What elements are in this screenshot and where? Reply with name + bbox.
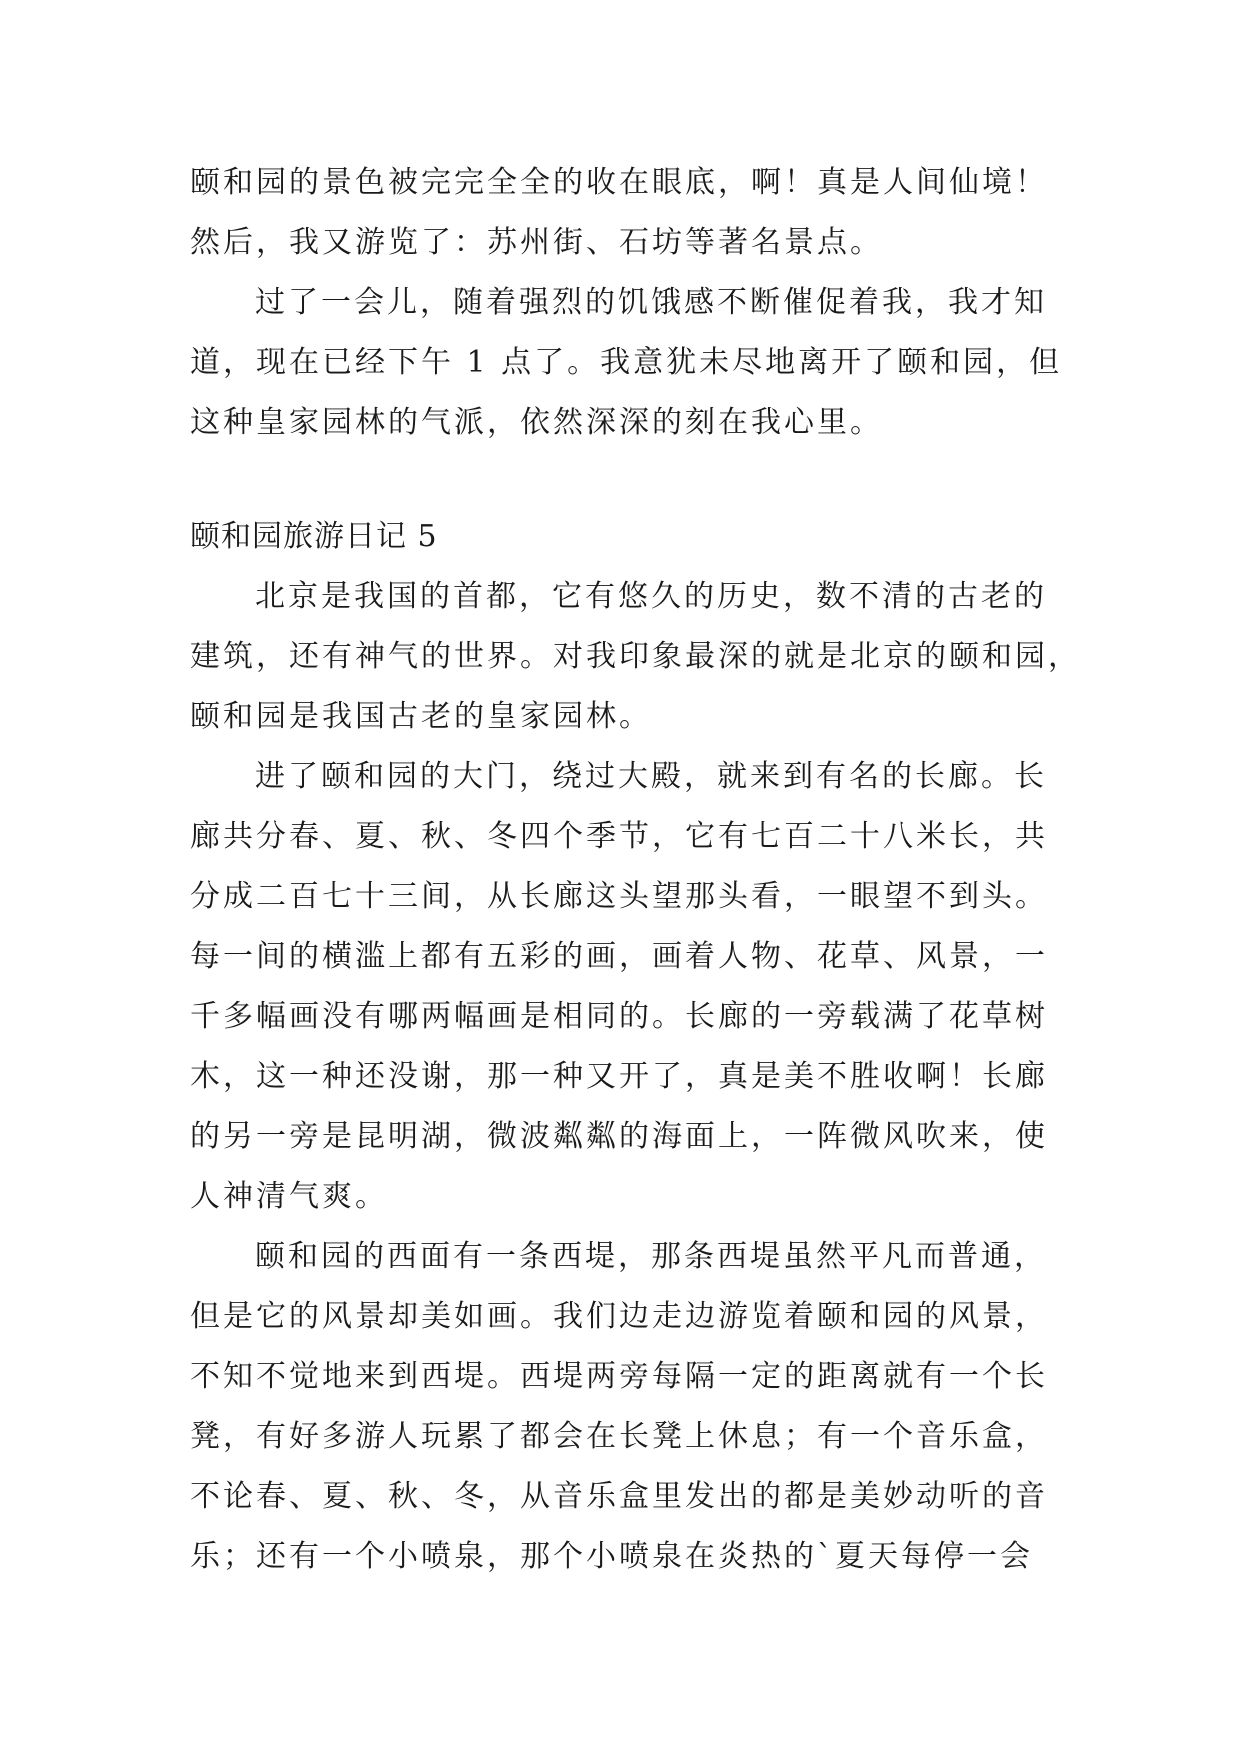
text-line: 凳，有好多游人玩累了都会在长凳上休息；有一个音乐盒， bbox=[190, 1419, 1048, 1454]
text-line: 颐和园的西面有一条西堤，那条西堤虽然平凡而普通， bbox=[255, 1239, 1047, 1274]
text-line: 进了颐和园的大门，绕过大殿，就来到有名的长廊。长 bbox=[255, 759, 1047, 794]
text-line: 道，现在已经下午 1 点了。我意犹未尽地离开了颐和园，但 bbox=[190, 345, 1063, 380]
text-line: 建筑，还有神气的世界。对我印象最深的就是北京的颐和园， bbox=[190, 639, 1081, 674]
text-line: 过了一会儿，随着强烈的饥饿感不断催促着我，我才知 bbox=[255, 285, 1047, 320]
text-line: 不论春、夏、秋、冬，从音乐盒里发出的都是美妙动听的音 bbox=[190, 1479, 1048, 1514]
section-title: 颐和园旅游日记 5 bbox=[190, 519, 438, 554]
text-line: 分成二百七十三间，从长廊这头望那头看，一眼望不到头。 bbox=[190, 879, 1048, 914]
text-line: 乐；还有一个小喷泉，那个小喷泉在炎热的`夏天每停一会 bbox=[190, 1539, 1033, 1574]
text-line: 廊共分春、夏、秋、冬四个季节，它有七百二十八米长，共 bbox=[190, 819, 1048, 854]
text-line: 千多幅画没有哪两幅画是相同的。长廊的一旁载满了花草树 bbox=[190, 999, 1048, 1034]
text-line: 颐和园的景色被完完全全的收在眼底，啊！真是人间仙境！ bbox=[190, 165, 1048, 200]
text-line: 然后，我又游览了：苏州街、石坊等著名景点。 bbox=[190, 225, 883, 260]
text-line: 每一间的横滥上都有五彩的画，画着人物、花草、风景，一 bbox=[190, 939, 1048, 974]
text-line: 但是它的风景却美如画。我们边走边游览着颐和园的风景， bbox=[190, 1299, 1048, 1334]
text-line: 人神清气爽。 bbox=[190, 1179, 388, 1214]
text-line: 不知不觉地来到西堤。西堤两旁每隔一定的距离就有一个长 bbox=[190, 1359, 1048, 1394]
text-line: 这种皇家园林的气派，依然深深的刻在我心里。 bbox=[190, 405, 883, 440]
text-line: 木，这一种还没谢，那一种又开了，真是美不胜收啊！长廊 bbox=[190, 1059, 1048, 1094]
text-line: 北京是我国的首都，它有悠久的历史，数不清的古老的 bbox=[255, 579, 1047, 614]
text-line: 的另一旁是昆明湖，微波粼粼的海面上，一阵微风吹来，使 bbox=[190, 1119, 1048, 1154]
text-line: 颐和园是我国古老的皇家园林。 bbox=[190, 699, 652, 734]
